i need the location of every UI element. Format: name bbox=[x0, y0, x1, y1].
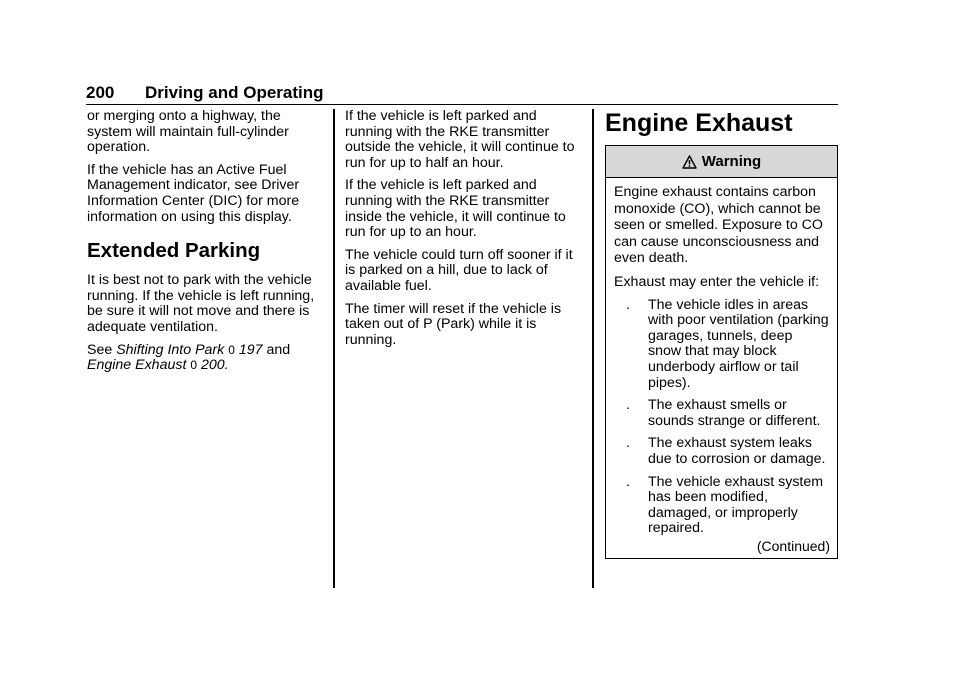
paragraph: If the vehicle is left parked and running with the RKE transmitter inside the vehicle, it will continue to run for up to an hour. bbox=[345, 177, 566, 241]
page-ref-197[interactable]: 197 bbox=[238, 341, 263, 358]
bullet-icon: . bbox=[626, 473, 630, 490]
column-divider bbox=[592, 109, 594, 588]
paragraph: The vehicle could turn off sooner if it is parked on a hill, due to lack of available fuel. bbox=[345, 246, 573, 294]
list-item bbox=[614, 298, 829, 392]
warning-header bbox=[606, 146, 837, 178]
page-ref-glyph-icon: 0 bbox=[190, 358, 198, 373]
column-divider bbox=[333, 109, 335, 588]
warning-bullet-list bbox=[614, 298, 829, 537]
list-item-text: The exhaust smells or sounds strange or different. bbox=[648, 397, 821, 429]
list-item bbox=[614, 436, 829, 467]
and-word: and bbox=[266, 341, 291, 358]
shifting-into-park-link[interactable]: Shifting Into Park bbox=[116, 341, 225, 358]
paragraph: It is best not to park with the vehicle running. If the vehicle is left running, be sure it will not move and there is adequate ventilation. bbox=[87, 272, 315, 335]
engine-exhaust-link[interactable]: Engine Exhaust bbox=[87, 357, 187, 374]
list-item bbox=[614, 398, 829, 429]
see-word: See bbox=[87, 341, 113, 358]
see-also-paragraph bbox=[87, 343, 323, 374]
column-1 bbox=[87, 109, 323, 381]
paragraph: or merging onto a highway, the system will maintain full-cylinder operation. bbox=[87, 108, 289, 156]
column-3 bbox=[605, 107, 839, 554]
bullet-icon: . bbox=[626, 296, 630, 313]
warning-body bbox=[606, 178, 837, 537]
warning-title: Warning bbox=[701, 153, 762, 170]
column-2 bbox=[345, 109, 583, 355]
engine-exhaust-heading: Engine Exhaust bbox=[605, 109, 793, 137]
page-ref-200[interactable]: 200. bbox=[200, 357, 229, 374]
paragraph: If the vehicle is left parked and running with the RKE transmitter outside the vehicle, it will continue to run for up to half an hour. bbox=[345, 108, 575, 171]
list-item-text: The exhaust system leaks due to corrosion or damage. bbox=[648, 435, 826, 467]
continued-label: (Continued) bbox=[756, 538, 830, 554]
bullet-icon: . bbox=[626, 435, 630, 452]
list-item bbox=[614, 475, 829, 537]
page-header bbox=[86, 83, 838, 105]
warning-box bbox=[605, 145, 838, 559]
page-ref-glyph-icon: 0 bbox=[228, 342, 235, 357]
extended-parking-heading: Extended Parking bbox=[87, 239, 261, 263]
section-title: Driving and Operating bbox=[145, 83, 324, 102]
warning-paragraph: Exhaust may enter the vehicle if: bbox=[614, 273, 820, 290]
warning-triangle-icon bbox=[682, 155, 697, 169]
page-number: 200 bbox=[86, 83, 115, 102]
bullet-icon: . bbox=[626, 397, 630, 414]
warning-paragraph: Engine exhaust contains carbon monoxide (CO), which cannot be seen or smelled. Exposure to CO can cause unconsciousness and even death. bbox=[614, 184, 823, 267]
paragraph: If the vehicle has an Active Fuel Management indicator, see Driver Information Center (DIC) for more information on using this display. bbox=[87, 161, 300, 225]
list-item-text: The vehicle idles in areas with poor ventilation (parking garages, tunnels, deep snow that may block underbody airflow or tail pipes). bbox=[648, 296, 829, 391]
paragraph: The timer will reset if the vehicle is taken out of P (Park) while it is running. bbox=[345, 300, 562, 348]
list-item-text: The vehicle exhaust system has been modified, damaged, or improperly repaired. bbox=[648, 473, 824, 537]
